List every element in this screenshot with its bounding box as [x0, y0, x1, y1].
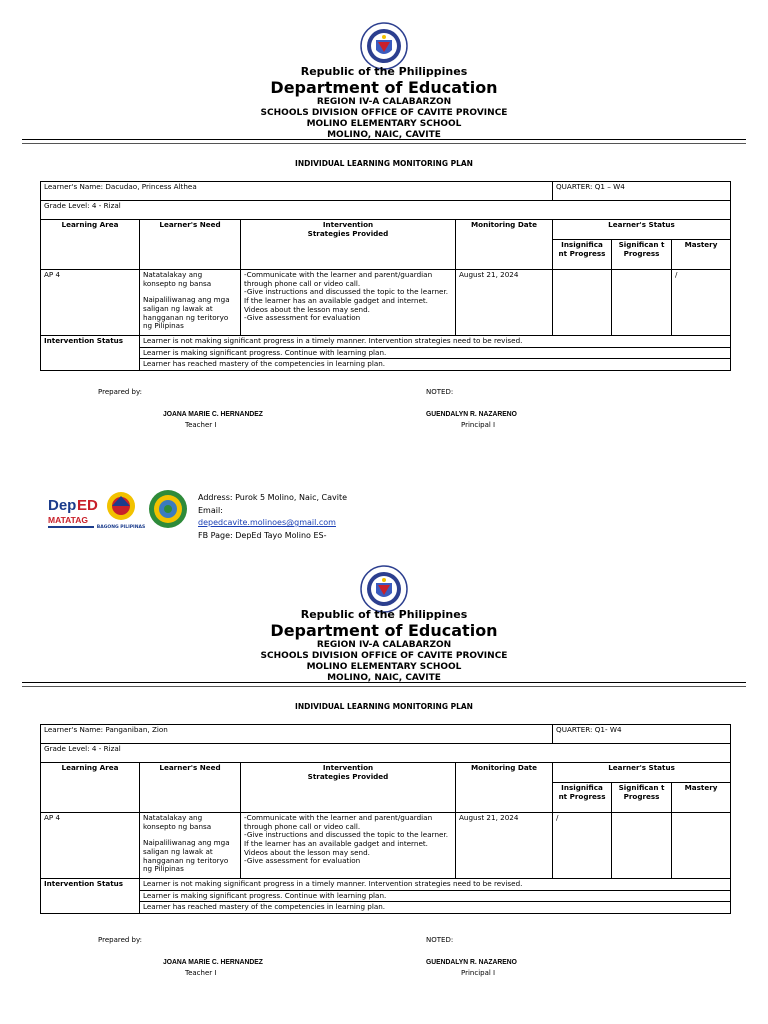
prepared-by-label: Prepared by:: [98, 388, 142, 396]
preparer-title: Teacher I: [185, 969, 217, 977]
learning-area-cell: AP 4: [41, 813, 140, 879]
deped-seal-icon: [360, 565, 408, 613]
monitoring-date-header: Monitoring Date: [456, 763, 553, 813]
status-row-progress: Learner is making significant progress. Continue with learning plan.: [140, 890, 731, 902]
school-address-heading: MOLINO, NAIC, CAVITE: [327, 130, 441, 140]
learning-area-cell: AP 4: [41, 270, 140, 336]
footer-email-label: Email:: [198, 505, 223, 515]
mastery-cell: [672, 813, 731, 879]
footer-fb-page: FB Page: DepEd Tayo Molino ES-: [198, 530, 327, 540]
intervention-header-text: Intervention Strategies Provided: [307, 220, 389, 238]
learners-need-cell: [140, 270, 241, 336]
school-heading: MOLINO ELEMENTARY SCHOOL: [306, 119, 462, 129]
footer-contact: [198, 492, 347, 542]
noted-label: NOTED:: [426, 388, 454, 396]
monitoring-table: [40, 724, 731, 914]
learner-name-cell: Learner's Name: Panganiban, Zion: [41, 725, 553, 744]
header-divider: [22, 139, 746, 140]
plan-page-2: [0, 543, 768, 1024]
division-heading: SCHOOLS DIVISION OFFICE OF CAVITE PROVINCE: [260, 108, 508, 118]
deped-matatag-logo-icon: [48, 497, 98, 528]
learners-need-cell: [140, 813, 241, 879]
school-address-heading: MOLINO, NAIC, CAVITE: [327, 673, 441, 683]
strategies-cell: -Communicate with the learner and parent/guardian through phone call or video call. -Give instructions and discussed the topic to the learner. If the learner has an available gadget and internet. Videos about the lesson may send. -Give assessment for evaluation: [241, 813, 456, 879]
mastery-header: Mastery: [672, 783, 731, 813]
division-heading: SCHOOLS DIVISION OFFICE OF CAVITE PROVINCE: [260, 651, 508, 661]
grade-level-cell: Grade Level: 4 - Rizal: [41, 744, 731, 763]
status-row-not-progress: Learner is not making significant progress in a timely manner. Intervention strategies need to be revised.: [140, 879, 731, 891]
need-item: Natatalakay ang konsepto ng bansa: [143, 270, 212, 288]
header-divider-thin: [22, 686, 746, 687]
status-row-progress: Learner is making significant progress. Continue with learning plan.: [140, 347, 731, 359]
department-heading: Department of Education: [270, 621, 498, 640]
header-divider-thin: [22, 143, 746, 144]
strategies-cell: -Communicate with the learner and parent/guardian through phone call or video call. -Give instructions and discussed the topic to the learner. If the learner has an available gadget and internet. Videos about the lesson may send. -Give assessment for evaluation: [241, 270, 456, 336]
learners-need-header: Learner's Need: [140, 763, 241, 813]
status-row-mastery: Learner has reached mastery of the competencies in learning plan.: [140, 359, 731, 371]
insignificant-header: Insignifica nt Progress: [553, 240, 612, 270]
preparer-name: JOANA MARIE C. HERNANDEZ: [163, 957, 263, 966]
preparer-title: Teacher I: [185, 421, 217, 429]
intervention-status-label: Intervention Status: [41, 336, 140, 371]
school-logo-icon: [149, 490, 187, 528]
department-heading: Department of Education: [270, 78, 498, 97]
intervention-header: [241, 220, 456, 270]
svg-text:ED: ED: [77, 497, 98, 514]
region-heading: REGION IV-A CALABARZON: [316, 640, 452, 650]
intervention-header: [241, 763, 456, 813]
school-heading: MOLINO ELEMENTARY SCHOOL: [306, 662, 462, 672]
svg-text:MATATAG: MATATAG: [48, 515, 88, 525]
footer-address: Address: Purok 5 Molino, Naic, Cavite: [198, 493, 348, 502]
significant-header: Significan t Progress: [612, 783, 672, 813]
monitoring-table: [40, 181, 731, 371]
insignificant-cell: [553, 270, 612, 336]
preparer-name: JOANA MARIE C. HERNANDEZ: [163, 409, 263, 418]
noter-name: GUENDALYN R. NAZARENO: [426, 409, 517, 418]
mastery-cell: /: [672, 270, 731, 336]
mastery-header: Mastery: [672, 240, 731, 270]
plan-title: INDIVIDUAL LEARNING MONITORING PLAN: [295, 702, 473, 711]
republic-heading: Republic of the Philippines: [300, 608, 468, 621]
monitoring-date-header: Monitoring Date: [456, 220, 553, 270]
need-item: Natatalakay ang konsepto ng bansa: [143, 813, 212, 831]
intervention-status-label: Intervention Status: [41, 879, 140, 914]
bagong-pilipinas-logo-icon: [97, 492, 145, 530]
status-row-mastery: Learner has reached mastery of the competencies in learning plan.: [140, 902, 731, 914]
significant-header: Significan t Progress: [612, 240, 672, 270]
learners-need-header: Learner's Need: [140, 220, 241, 270]
monitoring-date-cell: August 21, 2024: [456, 270, 553, 336]
significant-cell: [612, 270, 672, 336]
learning-area-header: Learning Area: [41, 763, 140, 813]
noter-title: Principal I: [461, 969, 496, 977]
intervention-header-text: Intervention Strategies Provided: [307, 763, 389, 781]
header-divider: [22, 682, 746, 683]
svg-text:Dep: Dep: [48, 497, 77, 514]
insignificant-header: Insignifica nt Progress: [553, 783, 612, 813]
svg-text:BAGONG PILIPINAS: BAGONG PILIPINAS: [96, 525, 146, 530]
noter-name: GUENDALYN R. NAZARENO: [426, 957, 517, 966]
learning-area-header: Learning Area: [41, 220, 140, 270]
quarter-cell: QUARTER: Q1 – W4: [553, 182, 731, 201]
need-item: Naipaliliwanag ang mga saligan ng lawak at hangganan ng teritoryo ng Pilipinas: [143, 838, 230, 874]
footer-logos: [46, 488, 192, 534]
noted-label: NOTED:: [426, 936, 454, 944]
deped-seal-icon: [360, 22, 408, 70]
insignificant-cell: /: [553, 813, 612, 879]
learners-status-header: Learner's Status: [553, 763, 731, 783]
republic-heading: Republic of the Philippines: [300, 65, 468, 78]
prepared-by-label: Prepared by:: [98, 936, 142, 944]
noter-title: Principal I: [461, 421, 496, 429]
footer-email-link[interactable]: depedcavite.molinoes@gmail.com: [198, 518, 336, 527]
region-heading: REGION IV-A CALABARZON: [316, 97, 452, 107]
plan-title: INDIVIDUAL LEARNING MONITORING PLAN: [295, 159, 473, 168]
learner-name-cell: Learner's Name: Dacudao, Princess Althea: [41, 182, 553, 201]
learners-status-header: Learner's Status: [553, 220, 731, 240]
quarter-cell: QUARTER: Q1- W4: [553, 725, 731, 744]
monitoring-date-cell: August 21, 2024: [456, 813, 553, 879]
grade-level-cell: Grade Level: 4 - Rizal: [41, 201, 731, 220]
significant-cell: [612, 813, 672, 879]
need-item: Naipaliliwanag ang mga saligan ng lawak at hangganan ng teritoryo ng Pilipinas: [143, 295, 230, 331]
status-row-not-progress: Learner is not making significant progress in a timely manner. Intervention strategies need to be revised.: [140, 336, 731, 348]
